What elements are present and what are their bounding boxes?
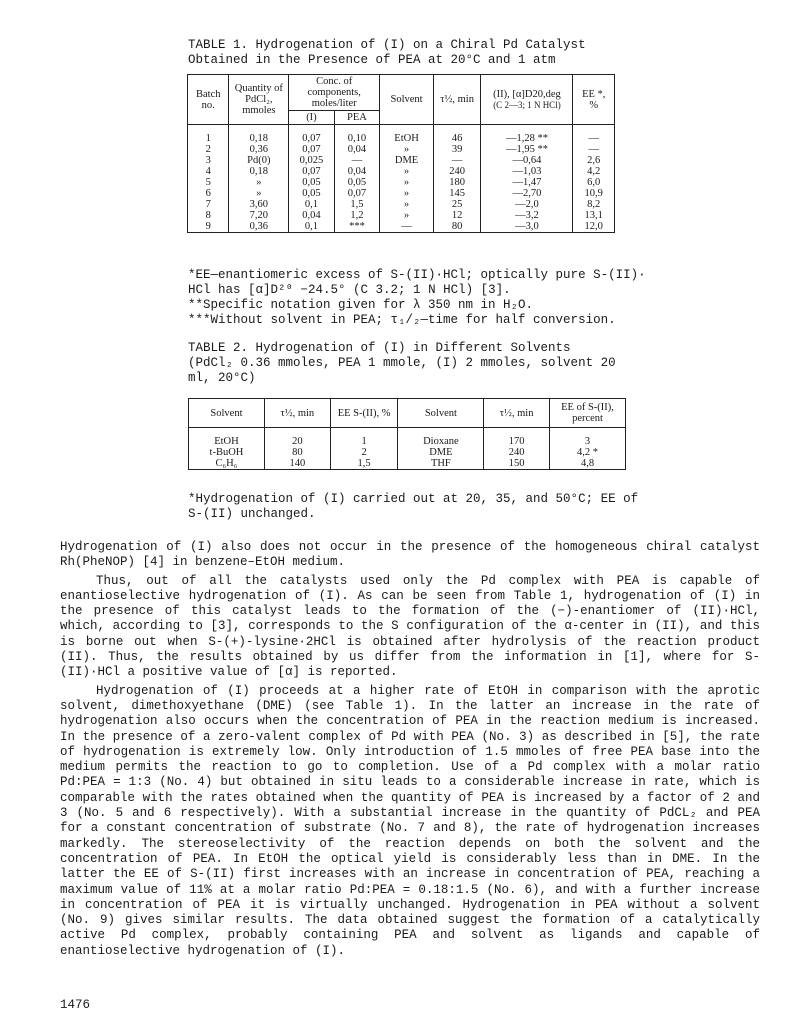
table1-cell: »	[380, 144, 434, 155]
t2-header-thalf-2: τ½, min	[484, 399, 550, 428]
table1-cell: »	[380, 210, 434, 221]
table2-cell: 2	[330, 447, 398, 458]
table1-cell: 0,18	[229, 166, 289, 177]
table1-cell: 0,1	[289, 199, 335, 210]
table1-cell: —2,0	[481, 199, 573, 210]
table1-cell: 1,5	[334, 199, 380, 210]
table1-cell: 8,2	[573, 199, 615, 210]
table1-cell: —0,64	[481, 155, 573, 166]
t2-header-ee: EE S-(II), %	[330, 399, 398, 428]
table1-cell: 0,36	[229, 221, 289, 233]
t1-header-batch: Batch no.	[188, 75, 229, 125]
table1-cell: 180	[433, 177, 481, 188]
table1-cell: 6	[188, 188, 229, 199]
table1-cell: 4,2	[573, 166, 615, 177]
table1-cell: —3,0	[481, 221, 573, 233]
table2-cell: 1,5	[330, 458, 398, 470]
table1-cell: ***	[334, 221, 380, 233]
table2-cell: DME	[398, 447, 484, 458]
table1-cell: 0,05	[334, 177, 380, 188]
table1-cell: 80	[433, 221, 481, 233]
t1-header-conc-I: (I)	[289, 111, 335, 125]
table2-cell: t-BuOH	[189, 447, 265, 458]
table1-row	[188, 199, 615, 210]
table2-footnotes: *Hydrogenation of (I) carried out at 20, 35, and 50°C; EE of S-(II) unchanged.	[188, 492, 639, 521]
table1-cell: »	[380, 166, 434, 177]
table1-cell: EtOH	[380, 133, 434, 144]
table1-cell: —3,2	[481, 210, 573, 221]
table1-cell: 0,10	[334, 133, 380, 144]
table1-cell: 25	[433, 199, 481, 210]
table1-cell: 240	[433, 166, 481, 177]
t2-header-solvent: Solvent	[189, 399, 265, 428]
table1-cell: 7	[188, 199, 229, 210]
table1-cell: 6,0	[573, 177, 615, 188]
table1-cell: 0,18	[229, 133, 289, 144]
table1-cell: »	[380, 188, 434, 199]
table1-cell: 0,025	[289, 155, 335, 166]
table1-row	[188, 188, 615, 199]
table2-cell: 80	[264, 447, 330, 458]
table2-cell: 240	[484, 447, 550, 458]
table2-cell: EtOH	[189, 436, 265, 447]
table2-row	[189, 458, 626, 470]
table1-cell: —1,03	[481, 166, 573, 177]
table2	[188, 398, 626, 470]
table1-cell: 0,04	[334, 144, 380, 155]
table1-row	[188, 210, 615, 221]
table1-cell: 0,05	[289, 188, 335, 199]
paragraph-1: Hydrogenation of (I) also does not occur in the presence of the homogeneous chiral catalyst Rh(PheNOP) [4] in benzene–EtOH medium.	[60, 540, 760, 570]
t1-header-conc: Conc. of components, moles/liter	[289, 75, 380, 111]
table1-cell: 0,07	[334, 188, 380, 199]
table1-cell: 0,36	[229, 144, 289, 155]
table1-cell: 39	[433, 144, 481, 155]
table1-cell: —1,95 **	[481, 144, 573, 155]
table1-cell: 7,20	[229, 210, 289, 221]
table1-cell: »	[229, 177, 289, 188]
table1-cell: 145	[433, 188, 481, 199]
table1-cell: 0,07	[289, 133, 335, 144]
table1-cell: 0,04	[334, 166, 380, 177]
table1-cell: —2,70	[481, 188, 573, 199]
table1-cell: 0,05	[289, 177, 335, 188]
table1	[187, 74, 615, 233]
table1-cell: —	[573, 133, 615, 144]
table1-row	[188, 177, 615, 188]
table1-row	[188, 155, 615, 166]
table1-cell: 12	[433, 210, 481, 221]
t1-header-alpha: (II), [α]D20,deg (C 2—3; 1 N HCl)	[481, 75, 573, 125]
table2-cell: 4,8	[550, 458, 626, 470]
t1-header-solvent: Solvent	[380, 75, 434, 125]
table1-cell: »	[380, 177, 434, 188]
table1-cell: DME	[380, 155, 434, 166]
t2-header-ee-2: EE of S-(II), percent	[550, 399, 626, 428]
table2-cell: Dioxane	[398, 436, 484, 447]
table1-body	[188, 125, 615, 233]
table1-footnotes: *EE—enantiomeric excess of S-(II)·HCl; optically pure S-(II)· HCl has [α]D²⁰ −24.5° (C 3.2; 1 N HCl) [3]. **Specific notation given for λ 350 nm in H₂O. ***Without solvent in PEA; τ₁/₂—time for half conversion.	[188, 268, 646, 327]
table2-cell: C₆H₆	[189, 458, 265, 470]
table2-cell: 170	[484, 436, 550, 447]
table1-cell: 0,1	[289, 221, 335, 233]
table1-row	[188, 144, 615, 155]
t1-header-thalf: τ½, min	[433, 75, 481, 125]
table1-cell: 12,0	[573, 221, 615, 233]
table1-cell: Pd(0)	[229, 155, 289, 166]
table1-cell: —	[433, 155, 481, 166]
t1-header-ee: EE *, %	[573, 75, 615, 125]
page-number: 1476	[60, 998, 91, 1012]
t2-header-solvent-2: Solvent	[398, 399, 484, 428]
table1-title: TABLE 1. Hydrogenation of (I) on a Chiral Pd Catalyst Obtained in the Presence of PEA at 20°C and 1 atm	[188, 38, 586, 67]
table2-cell: 3	[550, 436, 626, 447]
table2-row	[189, 436, 626, 447]
table1-cell: »	[380, 199, 434, 210]
table2-cell: 4,2 *	[550, 447, 626, 458]
table1-cell: 3,60	[229, 199, 289, 210]
table1-cell: 8	[188, 210, 229, 221]
table1-cell: 3	[188, 155, 229, 166]
table1-cell: 13,1	[573, 210, 615, 221]
body-text	[60, 540, 760, 959]
table2-cell: 140	[264, 458, 330, 470]
table1-cell: —1,28 **	[481, 133, 573, 144]
table1-cell: —	[334, 155, 380, 166]
table1-row	[188, 166, 615, 177]
t2-header-thalf: τ½, min	[264, 399, 330, 428]
t1-header-conc-PEA: PEA	[334, 111, 380, 125]
table2-row	[189, 447, 626, 458]
paragraph-3: Hydrogenation of (I) proceeds at a higher rate of EtOH in comparison with the aprotic solvent, dimethoxyethane (DME) (see Table 1). In the latter an increase in the rate of hydrogenation also occurs when the concentration of PEA in the reaction medium is increased. In the presence of a zero-valent complex of Pd with PEA (No. 3) as described in [5], the rate of hydrogenation is extremely low. Only introduction of 1.5 mmoles of free PEA base into the medium permits the reaction to go to completion. Use of a Pd complex with a molar ratio Pd:PEA = 1:3 (No. 4) but obtained in situ leads to a considerable increase in rate, which is comparable with the rates obtained when the quantity of PEA is increased by a factor of 2 and 3 (No. 5 and 6 respectively). With a substantial increase in the quantity of PdCL₂ and PEA for a constant concentration of substrate (No. 7 and 8), the rate of hydrogenation increases markedly. The stereoselectivity of the reaction depends on both the solvent and the concentration of PEA. In EtOH the optical yield is considerably less than in DME. In the latter the EE of S-(II) first increases with an increase in concentration of PEA, reaching a maximum value of 11% at a molar ratio Pd:PEA = 0.18:1.5 (No. 6), and with a further increase in concentration of PEA it is virtually unchanged. Hydrogenation in PEA without a solvent (No. 9) gives similar results. The data obtained suggest the formation of a catalytically active Pd complex, probably containing PEA and solvent as ligands and capable of enantioselective hydrogenation of (I).	[60, 683, 760, 958]
table1-cell: 5	[188, 177, 229, 188]
table2-title: TABLE 2. Hydrogenation of (I) in Different Solvents (PdCl₂ 0.36 mmoles, PEA 1 mmole, (I) 2 mmoles, solvent 20 ml, 20°C)	[188, 341, 616, 385]
table1-cell: 1	[188, 133, 229, 144]
table2-cell: 20	[264, 436, 330, 447]
table1-cell: »	[229, 188, 289, 199]
table1-cell: 9	[188, 221, 229, 233]
table1-cell: 4	[188, 166, 229, 177]
table1-cell: 0,07	[289, 166, 335, 177]
table2-body	[189, 428, 626, 470]
table1-cell: 0,04	[289, 210, 335, 221]
table1-cell: —	[573, 144, 615, 155]
table1-cell: 0,07	[289, 144, 335, 155]
table1-cell: 46	[433, 133, 481, 144]
table2-cell: THF	[398, 458, 484, 470]
table2-cell: 1	[330, 436, 398, 447]
table1-cell: —1,47	[481, 177, 573, 188]
t1-header-quantity: Quantity of PdCl₂, mmoles	[229, 75, 289, 125]
table1-cell: 2	[188, 144, 229, 155]
table1-cell: 2,6	[573, 155, 615, 166]
table2-cell: 150	[484, 458, 550, 470]
paragraph-2: Thus, out of all the catalysts used only the Pd complex with PEA is capable of enantioselective hydrogenation of (I). As can be seen from Table 1, hydrogenation of (I) in the presence of this catalyst leads to the formation of the (−)-enantiomer of (II)·HCl, which, according to [3], corresponds to the S configuration of the α-center in (II), and this is borne out when S-(+)-lysine·2HCl is obtained after hydrolysis of the reaction product (II). Thus, the results obtained by us differ from the information in [1], where for S-(II)·HCl a positive value of [α] is reported.	[60, 573, 760, 680]
table1-row	[188, 221, 615, 233]
table1-cell: 10,9	[573, 188, 615, 199]
table1-cell: —	[380, 221, 434, 233]
table1-cell: 1,2	[334, 210, 380, 221]
table1-row	[188, 133, 615, 144]
